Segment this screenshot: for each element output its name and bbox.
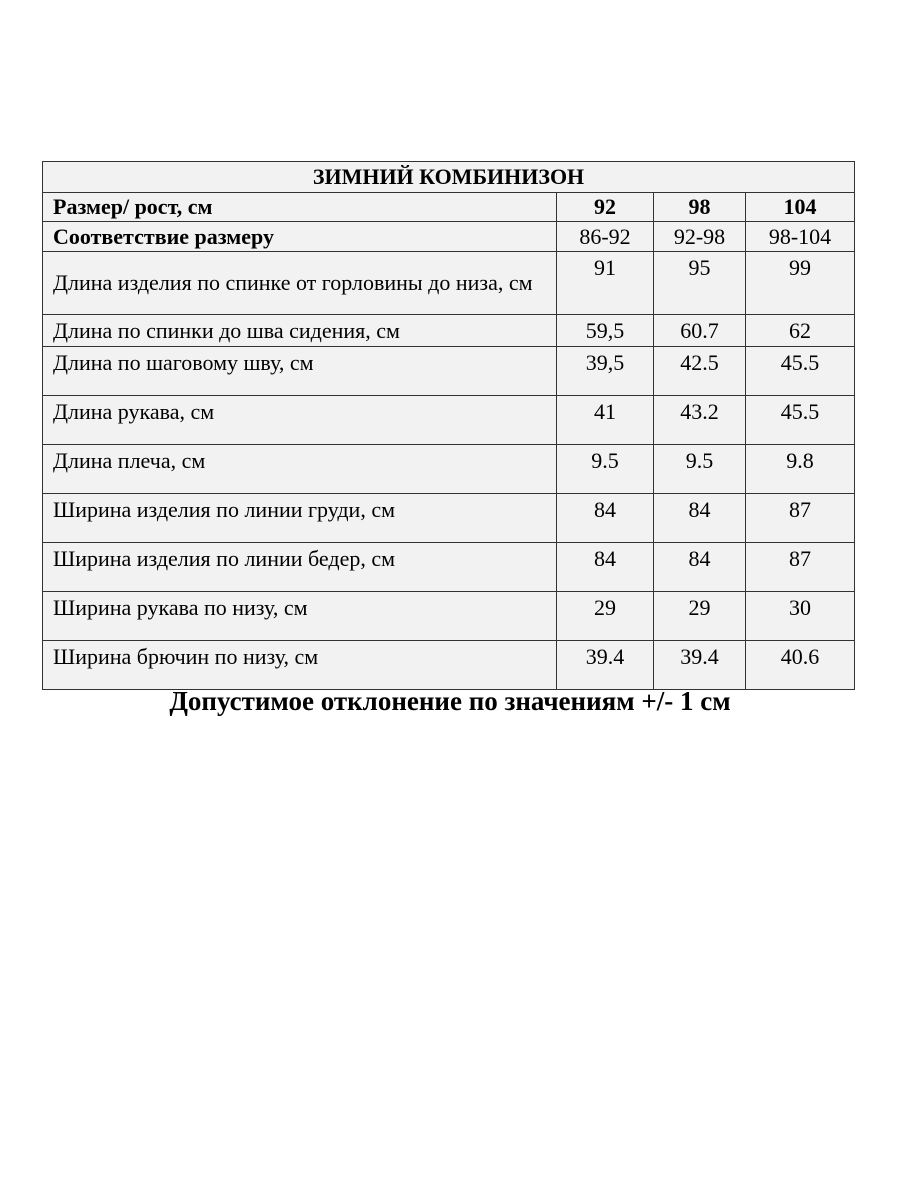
measurement-value: 43.2 <box>654 396 746 445</box>
size-chart-table <box>42 161 855 690</box>
correspondence-value: 98-104 <box>746 222 855 252</box>
table-row <box>43 445 855 494</box>
measurement-value: 99 <box>746 252 855 315</box>
size-header-98: 98 <box>654 193 746 222</box>
measurement-value: 41 <box>557 396 654 445</box>
correspondence-label: Соответствие размеру <box>43 222 557 252</box>
measurement-value: 30 <box>746 592 855 641</box>
size-correspondence-row <box>43 222 855 252</box>
measurement-value: 91 <box>557 252 654 315</box>
measurement-value: 9.5 <box>654 445 746 494</box>
table-row <box>43 396 855 445</box>
correspondence-value: 92-98 <box>654 222 746 252</box>
table-row <box>43 494 855 543</box>
measurement-value: 84 <box>654 543 746 592</box>
measurement-label: Ширина рукава по низу, см <box>43 592 557 641</box>
table-row <box>43 641 855 690</box>
measurement-value: 42.5 <box>654 347 746 396</box>
size-header-label: Размер/ рост, см <box>43 193 557 222</box>
tolerance-note: Допустимое отклонение по значениям +/- 1 см <box>169 686 731 716</box>
table-row <box>43 592 855 641</box>
correspondence-value: 86-92 <box>557 222 654 252</box>
size-header-row <box>43 193 855 222</box>
size-header-92: 92 <box>557 193 654 222</box>
measurement-value: 84 <box>557 494 654 543</box>
table-title-row <box>43 162 855 193</box>
measurement-label: Длина по шаговому шву, см <box>43 347 557 396</box>
measurement-label: Ширина изделия по линии груди, см <box>43 494 557 543</box>
measurement-value: 95 <box>654 252 746 315</box>
measurement-value: 39.4 <box>654 641 746 690</box>
measurement-value: 29 <box>654 592 746 641</box>
measurement-value: 39.4 <box>557 641 654 690</box>
measurement-value: 87 <box>746 494 855 543</box>
measurement-value: 84 <box>654 494 746 543</box>
table-title: ЗИМНИЙ КОМБИНИЗОН <box>43 162 855 193</box>
measurement-label: Длина изделия по спинке от горловины до низа, см <box>43 252 557 315</box>
table-row <box>43 347 855 396</box>
measurement-value: 29 <box>557 592 654 641</box>
measurement-label: Длина по спинки до шва сидения, см <box>43 315 557 347</box>
measurement-value: 60.7 <box>654 315 746 347</box>
measurement-value: 40.6 <box>746 641 855 690</box>
measurement-value: 45.5 <box>746 396 855 445</box>
measurement-value: 9.5 <box>557 445 654 494</box>
size-header-104: 104 <box>746 193 855 222</box>
measurement-value: 9.8 <box>746 445 855 494</box>
measurement-value: 62 <box>746 315 855 347</box>
measurement-label: Ширина брючин по низу, см <box>43 641 557 690</box>
measurement-value: 84 <box>557 543 654 592</box>
table-row <box>43 543 855 592</box>
measurement-label: Длина рукава, см <box>43 396 557 445</box>
measurement-label: Ширина изделия по линии бедер, см <box>43 543 557 592</box>
table-row <box>43 315 855 347</box>
measurement-value: 39,5 <box>557 347 654 396</box>
table-row <box>43 252 855 315</box>
measurement-value: 45.5 <box>746 347 855 396</box>
measurement-value: 87 <box>746 543 855 592</box>
measurement-value: 59,5 <box>557 315 654 347</box>
measurement-label: Длина плеча, см <box>43 445 557 494</box>
